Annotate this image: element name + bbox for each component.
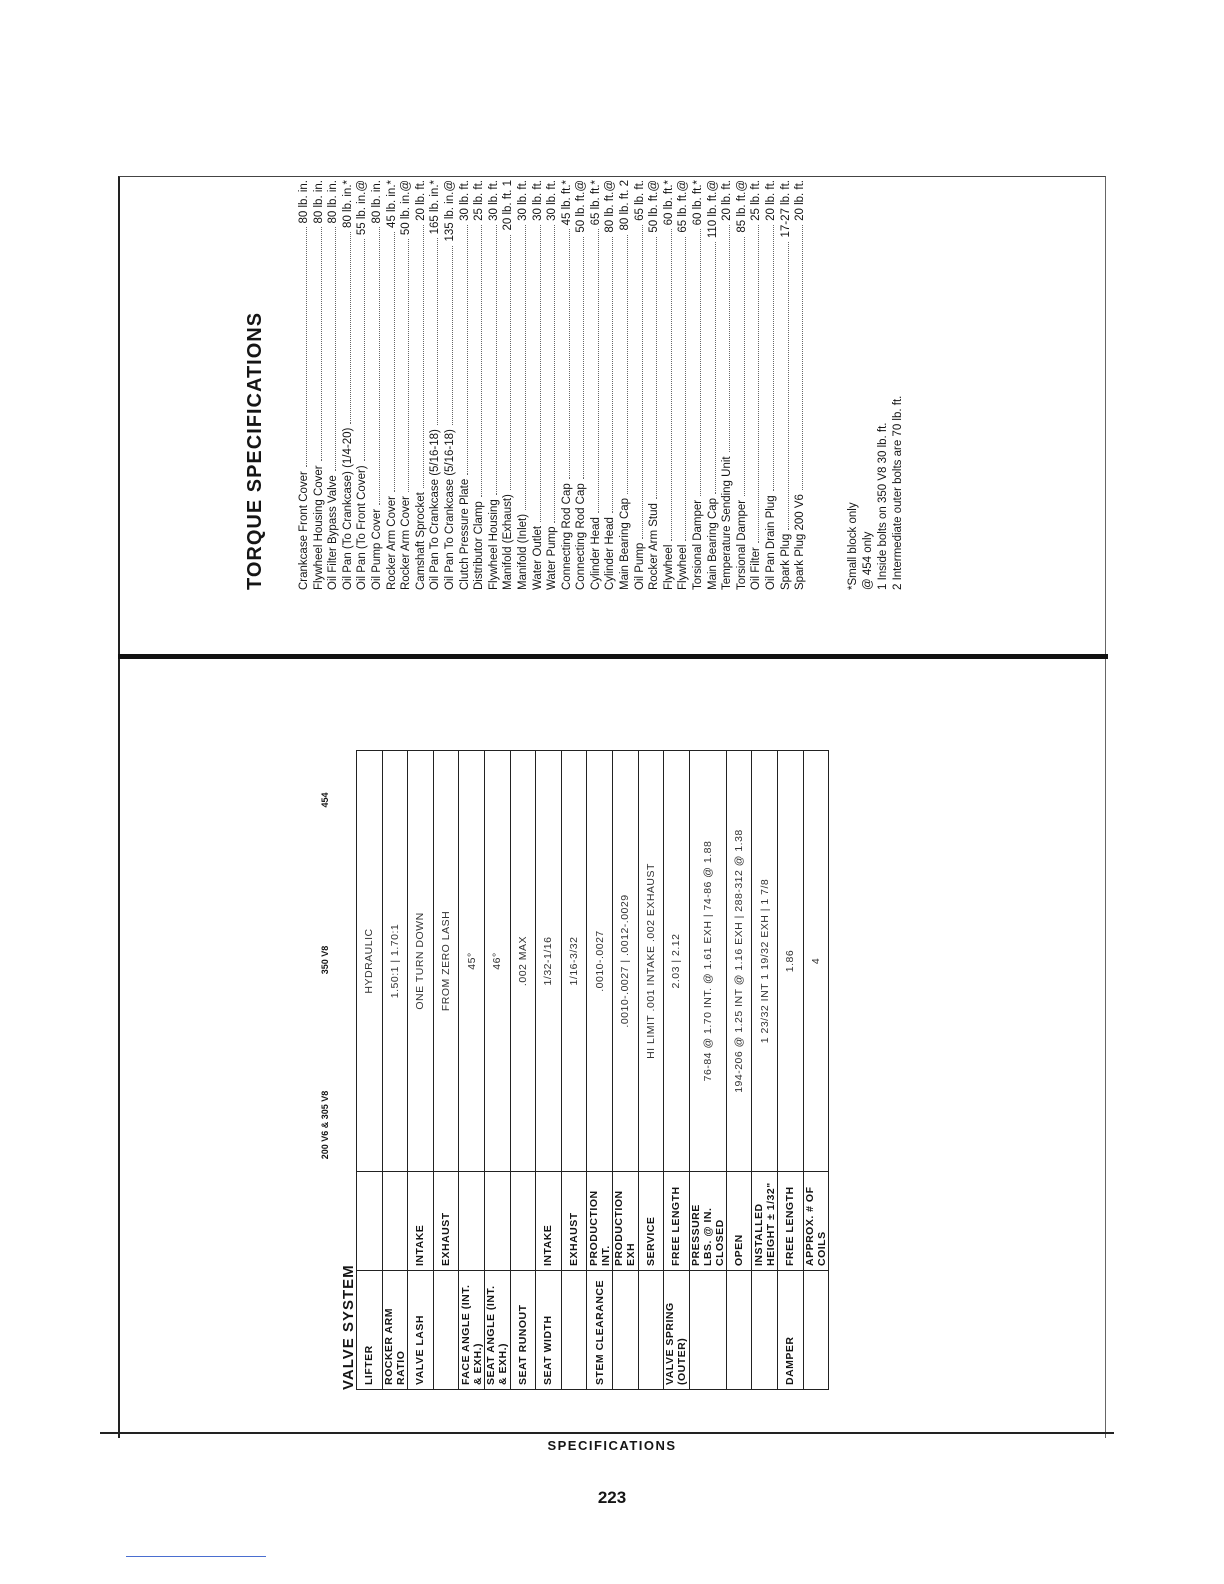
torque-item: Spark Plug 200 V6 (794, 494, 807, 590)
torque-row (545, 180, 560, 590)
torque-value: 50 lb. ft.@ (575, 180, 588, 233)
torque-item: Oil Pan To Crankcase (5/16-18) (429, 429, 442, 590)
leader-dots (764, 225, 774, 491)
row-sublabel: EXHAUST (561, 1172, 587, 1271)
leader-dots (443, 246, 453, 426)
torque-item: Flywheel Housing Cover (312, 465, 325, 590)
torque-item: Flywheel (662, 544, 675, 590)
torque-item: Clutch Pressure Plate (458, 478, 471, 590)
torque-value: 65 lb. ft.@ (677, 180, 690, 233)
torque-item: Camshaft Sprocket (414, 492, 427, 590)
torque-value: 30 lb. ft. (458, 180, 471, 221)
torque-value: 80 lb. ft.@ (604, 180, 617, 233)
leader-dots (472, 225, 482, 497)
row-value: 45° (459, 751, 485, 1172)
leader-dots (720, 225, 730, 452)
torque-row (764, 180, 779, 590)
torque-value: 45 lb. ft.* (560, 180, 573, 226)
footer-label: SPECIFICATIONS (547, 1438, 677, 1453)
row-label: VALVE SPRING (OUTER) (664, 1271, 690, 1390)
torque-row (355, 180, 370, 590)
leader-dots (706, 242, 716, 494)
torque-item: Main Bearing Cap (706, 497, 719, 590)
torque-item: Connecting Rod Cap (575, 483, 588, 590)
leader-dots (676, 237, 686, 541)
column-header-350v8: 350 V8 (320, 945, 330, 975)
leader-dots (399, 239, 409, 492)
row-label (561, 1271, 587, 1390)
torque-row (487, 180, 502, 590)
valve-system-panel (160, 750, 828, 1390)
torque-value: 25 lb. ft. (750, 180, 763, 221)
torque-row (779, 180, 794, 590)
torque-item: Temperature Sending Unit (721, 456, 734, 590)
row-sublabel: INSTALLED HEIGHT ± 1/32" (752, 1172, 778, 1271)
torque-value: 65 lb. ft.* (589, 180, 602, 226)
row-sublabel: FREE LENGTH (664, 1172, 690, 1271)
torque-row (603, 180, 618, 590)
torque-value: 50 lb. in.@ (400, 180, 413, 236)
torque-item: Spark Plug (779, 533, 792, 590)
torque-item: Manifold (Inlet) (516, 513, 529, 590)
table-row (612, 751, 638, 1390)
leader-dots (414, 225, 424, 488)
row-label (689, 1271, 726, 1390)
torque-item: Water Pump (546, 526, 559, 590)
leader-dots (749, 225, 759, 543)
leader-dots (735, 237, 745, 496)
torque-list (297, 180, 808, 590)
row-sublabel: EXHAUST (433, 1172, 459, 1271)
row-sublabel (357, 1172, 383, 1271)
valve-title: VALVE SYSTEM (340, 1264, 357, 1390)
torque-item: Oil Filter Bypass Valve (327, 475, 340, 590)
torque-value: 25 lb. ft. (473, 180, 486, 221)
row-value: .0010-.0027 | .0012-.0029 (612, 751, 638, 1172)
torque-row (385, 180, 400, 590)
row-sublabel (510, 1172, 536, 1271)
torque-value: 85 lb. ft.@ (735, 180, 748, 233)
torque-value: 110 lb. ft.@ (706, 180, 719, 239)
torque-item: Torsional Damper (735, 499, 748, 590)
note: 2 Intermediate outer bolts are 70 lb. ft. (891, 395, 904, 590)
table-row (726, 751, 752, 1390)
torque-row (428, 180, 443, 590)
row-label: DAMPER (777, 1271, 803, 1390)
row-value: 1 23/32 INT 1 19/32 EXH | 1 7/8 (752, 751, 778, 1172)
leader-dots (793, 225, 803, 490)
torque-item: Connecting Rod Cap (560, 483, 573, 590)
row-value: HI LIMIT .001 INTAKE .002 EXHAUST (638, 751, 664, 1172)
torque-value: 20 lb. ft. 1 (502, 180, 515, 231)
row-label: SEAT RUNOUT (510, 1271, 536, 1390)
leader-dots (341, 232, 351, 424)
torque-row (501, 180, 516, 590)
torque-value: 20 lb. ft. (721, 180, 734, 221)
table-row (803, 751, 829, 1390)
row-label: FACE ANGLE (INT. & EXH.) (459, 1271, 485, 1390)
row-label (803, 1271, 829, 1390)
torque-item: Cylinder Head (604, 517, 617, 590)
torque-item: Oil Pan To Crankcase (5/16-18) (443, 429, 456, 590)
row-sublabel: PRODUCTION EXH (612, 1172, 638, 1271)
torque-row (443, 180, 458, 590)
row-value: 1.86 (777, 751, 803, 1172)
row-label (433, 1271, 459, 1390)
leader-dots (589, 229, 599, 513)
table-row (408, 751, 434, 1390)
leader-dots (691, 229, 701, 495)
torque-row (516, 180, 531, 590)
torque-row (326, 180, 341, 590)
torque-value: 80 lb. in. (312, 180, 325, 224)
torque-row (560, 180, 575, 590)
torque-item: Crankcase Front Cover (298, 471, 310, 590)
torque-row (706, 180, 721, 590)
torque-row (618, 180, 633, 590)
row-value: .0010-.0027 (587, 751, 613, 1172)
torque-item: Manifold (Exhaust) (502, 494, 515, 590)
torque-title: TORQUE SPECIFICATIONS (244, 311, 266, 590)
torque-row (531, 180, 546, 590)
torque-item: Rocker Arm Cover (385, 496, 398, 590)
note: @ 454 only (861, 531, 874, 590)
row-label (612, 1271, 638, 1390)
leader-dots (355, 239, 365, 461)
torque-row (341, 180, 356, 590)
torque-row (633, 180, 648, 590)
torque-row (793, 180, 808, 590)
leader-dots (501, 235, 511, 491)
row-label (752, 1271, 778, 1390)
torque-row (399, 180, 414, 590)
torque-item: Distributor Clamp (473, 501, 486, 590)
leader-dots (603, 237, 613, 514)
torque-value: 80 lb. in.* (341, 180, 354, 228)
torque-row (458, 180, 473, 590)
torque-item: Oil Pan (To Front Cover) (356, 465, 369, 590)
leader-dots (647, 237, 657, 499)
torque-row (574, 180, 589, 590)
torque-item: Oil Pump Cover (370, 508, 383, 590)
note: 1 Inside bolts on 350 V8 30 lb. ft. (876, 422, 889, 590)
torque-item: Oil Pan Drain Plug (765, 495, 777, 590)
leader-dots (618, 235, 628, 494)
torque-row (312, 180, 327, 590)
torque-value: 30 lb. ft. (516, 180, 529, 221)
torque-value: 80 lb. in. (327, 180, 340, 224)
row-label (638, 1271, 664, 1390)
torque-row (676, 180, 691, 590)
row-sublabel (459, 1172, 485, 1271)
torque-item: Oil Pump (633, 542, 646, 590)
bottom-rule (100, 1432, 1114, 1434)
torque-value: 135 lb. in.@ (443, 180, 456, 242)
torque-item: Rocker Arm Cover (400, 496, 413, 590)
row-sublabel: FREE LENGTH (777, 1172, 803, 1271)
row-label: LIFTER (357, 1271, 383, 1390)
leader-dots (516, 225, 526, 510)
table-row (510, 751, 536, 1390)
torque-item: Torsional Damper (692, 499, 705, 590)
torque-row (647, 180, 662, 590)
torque-row (472, 180, 487, 590)
row-label: VALVE LASH (408, 1271, 434, 1390)
table-row (638, 751, 664, 1390)
torque-row (735, 180, 750, 590)
row-value: 194-206 @ 1.25 INT @ 1.16 EXH | 288-312 @ 1.38 (726, 751, 752, 1172)
row-value: 2.03 | 2.12 (664, 751, 690, 1172)
torque-item: Water Outlet (531, 525, 544, 590)
row-label: STEM CLEARANCE (587, 1271, 613, 1390)
link-underline (126, 1556, 266, 1557)
torque-value: 17-27 lb. ft. (779, 180, 792, 238)
torque-value: 80 lb. ft. 2 (619, 180, 632, 231)
row-value: 46° (484, 751, 510, 1172)
torque-row (414, 180, 429, 590)
column-header-454: 454 (320, 792, 330, 808)
torque-value: 60 lb. ft.* (662, 180, 675, 226)
leader-dots (428, 238, 438, 425)
torque-item: Main Bearing Cap (619, 497, 632, 590)
leader-dots (370, 227, 380, 504)
row-value: HYDRAULIC (357, 751, 383, 1172)
leader-dots (633, 225, 643, 539)
leader-dots (560, 229, 570, 479)
table-row (689, 751, 726, 1390)
torque-value: 30 lb. ft. (487, 180, 500, 221)
column-header-200v6: 200 V6 & 305 V8 (320, 1090, 330, 1160)
torque-value: 80 lb. in. (298, 180, 310, 224)
table-row (561, 751, 587, 1390)
valve-table (356, 750, 829, 1390)
row-value: 4 (803, 751, 829, 1172)
page-number: 223 (597, 1488, 627, 1507)
row-label: SEAT WIDTH (536, 1271, 562, 1390)
leader-dots (662, 229, 672, 540)
torque-value: 50 lb. ft.@ (648, 180, 661, 233)
table-row (752, 751, 778, 1390)
row-sublabel: OPEN (726, 1172, 752, 1271)
leader-dots (458, 225, 468, 475)
leader-dots (385, 232, 395, 492)
torque-item: Oil Filter (750, 547, 763, 590)
torque-row (720, 180, 735, 590)
row-value: ONE TURN DOWN (408, 751, 434, 1172)
row-value: 76-84 @ 1.70 INT. @ 1.61 EXH | 74-86 @ 1.88 (689, 751, 726, 1172)
leader-dots (574, 237, 584, 480)
leader-dots (297, 227, 307, 467)
torque-item: Rocker Arm Stud (648, 503, 661, 590)
torque-value: 20 lb. ft. (794, 180, 807, 221)
row-value: 1.50:1 | 1.70:1 (382, 751, 408, 1172)
section-divider (118, 654, 1108, 659)
row-label: ROCKER ARM RATIO (382, 1271, 408, 1390)
torque-item: Cylinder Head (589, 517, 602, 590)
torque-value: 80 lb. in. (370, 180, 383, 224)
table-row (484, 751, 510, 1390)
torque-item: Flywheel (677, 544, 690, 590)
table-row (433, 751, 459, 1390)
row-value: 1/16-3/32 (561, 751, 587, 1172)
torque-value: 20 lb. ft. (414, 180, 427, 221)
table-row (382, 751, 408, 1390)
table-row (777, 751, 803, 1390)
torque-item: Oil Pan (To Crankcase) (1/4-20) (341, 427, 354, 590)
torque-row (662, 180, 677, 590)
torque-value: 165 lb. in.* (429, 180, 442, 235)
row-label (726, 1271, 752, 1390)
torque-value: 20 lb. ft. (765, 180, 777, 221)
torque-item: Flywheel Housing (487, 499, 500, 590)
row-sublabel: SERVICE (638, 1172, 664, 1271)
leader-dots (545, 225, 555, 523)
torque-value: 30 lb. ft. (531, 180, 544, 221)
row-sublabel (382, 1172, 408, 1271)
row-sublabel: INTAKE (536, 1172, 562, 1271)
torque-notes (846, 180, 906, 590)
leader-dots (487, 225, 497, 495)
torque-row (749, 180, 764, 590)
row-value: FROM ZERO LASH (433, 751, 459, 1172)
torque-value: 45 lb. in.* (385, 180, 398, 228)
torque-specifications-panel (230, 180, 980, 590)
row-sublabel (484, 1172, 510, 1271)
leader-dots (779, 242, 789, 530)
torque-value: 65 lb. ft. (633, 180, 646, 221)
table-row (357, 751, 383, 1390)
row-value: 1/32-1/16 (536, 751, 562, 1172)
table-row (536, 751, 562, 1390)
table-row (587, 751, 613, 1390)
table-row (664, 751, 690, 1390)
row-label: SEAT ANGLE (INT. & EXH.) (484, 1271, 510, 1390)
table-row (459, 751, 485, 1390)
note: *Small block only (846, 502, 859, 590)
torque-value: 55 lb. in.@ (356, 180, 369, 236)
row-sublabel: APPROX. # OF COILS (803, 1172, 829, 1271)
leader-dots (531, 225, 541, 522)
row-sublabel: INTAKE (408, 1172, 434, 1271)
leader-dots (312, 227, 322, 461)
torque-row (589, 180, 604, 590)
leader-dots (326, 227, 336, 471)
torque-row (691, 180, 706, 590)
torque-row (370, 180, 385, 590)
torque-value: 60 lb. ft.* (692, 180, 705, 226)
torque-value: 30 lb. ft. (546, 180, 559, 221)
row-sublabel: PRODUCTION INT. (587, 1172, 613, 1271)
torque-row (297, 180, 312, 590)
row-value: .002 MAX (510, 751, 536, 1172)
row-sublabel: PRESSURE LBS. @ IN. CLOSED (689, 1172, 726, 1271)
